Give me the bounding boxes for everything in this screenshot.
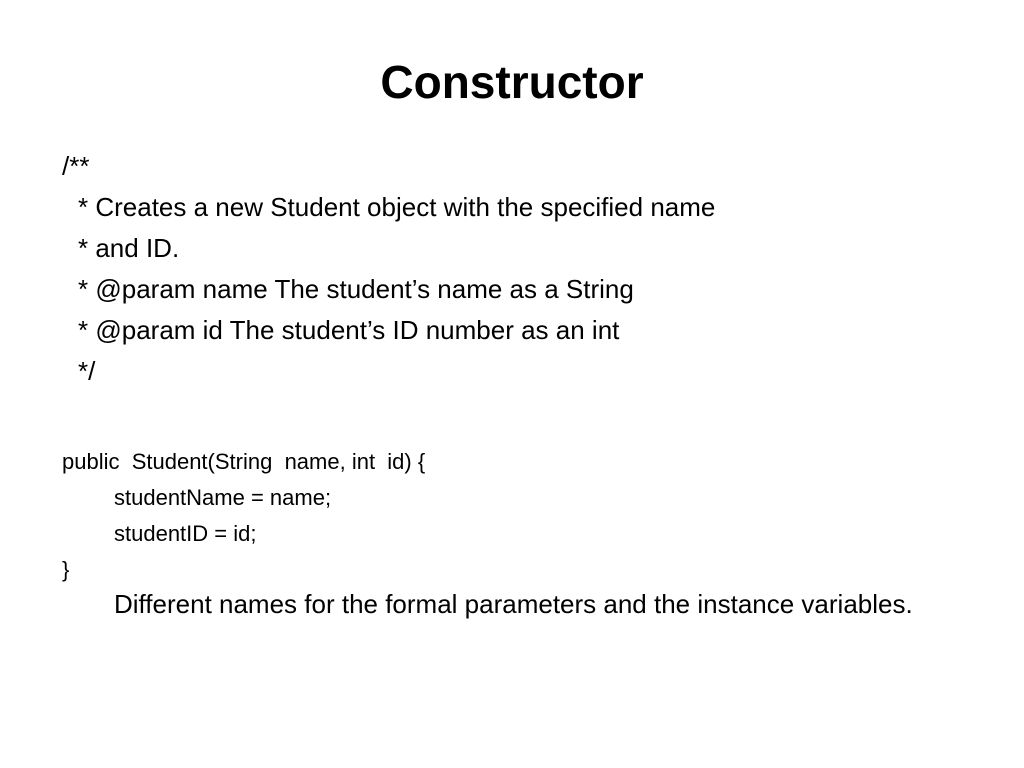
constructor-code [62, 444, 425, 588]
javadoc-param-id: * @param id The student’s ID number as an int [78, 315, 620, 345]
code-statement: studentID = id; [114, 521, 257, 546]
javadoc-description-line: * and ID. [78, 233, 180, 263]
javadoc-param-name: * @param name The student’s name as a String [78, 274, 634, 304]
slide-title: Constructor [380, 56, 644, 108]
javadoc-open: /** [62, 151, 90, 181]
explanation-note: Different names for the formal parameters and the instance variables. [114, 589, 913, 619]
javadoc-close: */ [78, 356, 96, 386]
constructor-signature: public Student(String name, int id) { [62, 449, 426, 474]
closing-brace: } [62, 557, 70, 582]
code-statement: studentName = name; [114, 485, 332, 510]
javadoc-description-line: * Creates a new Student object with the specified name [78, 192, 716, 222]
javadoc-comment [62, 146, 715, 392]
